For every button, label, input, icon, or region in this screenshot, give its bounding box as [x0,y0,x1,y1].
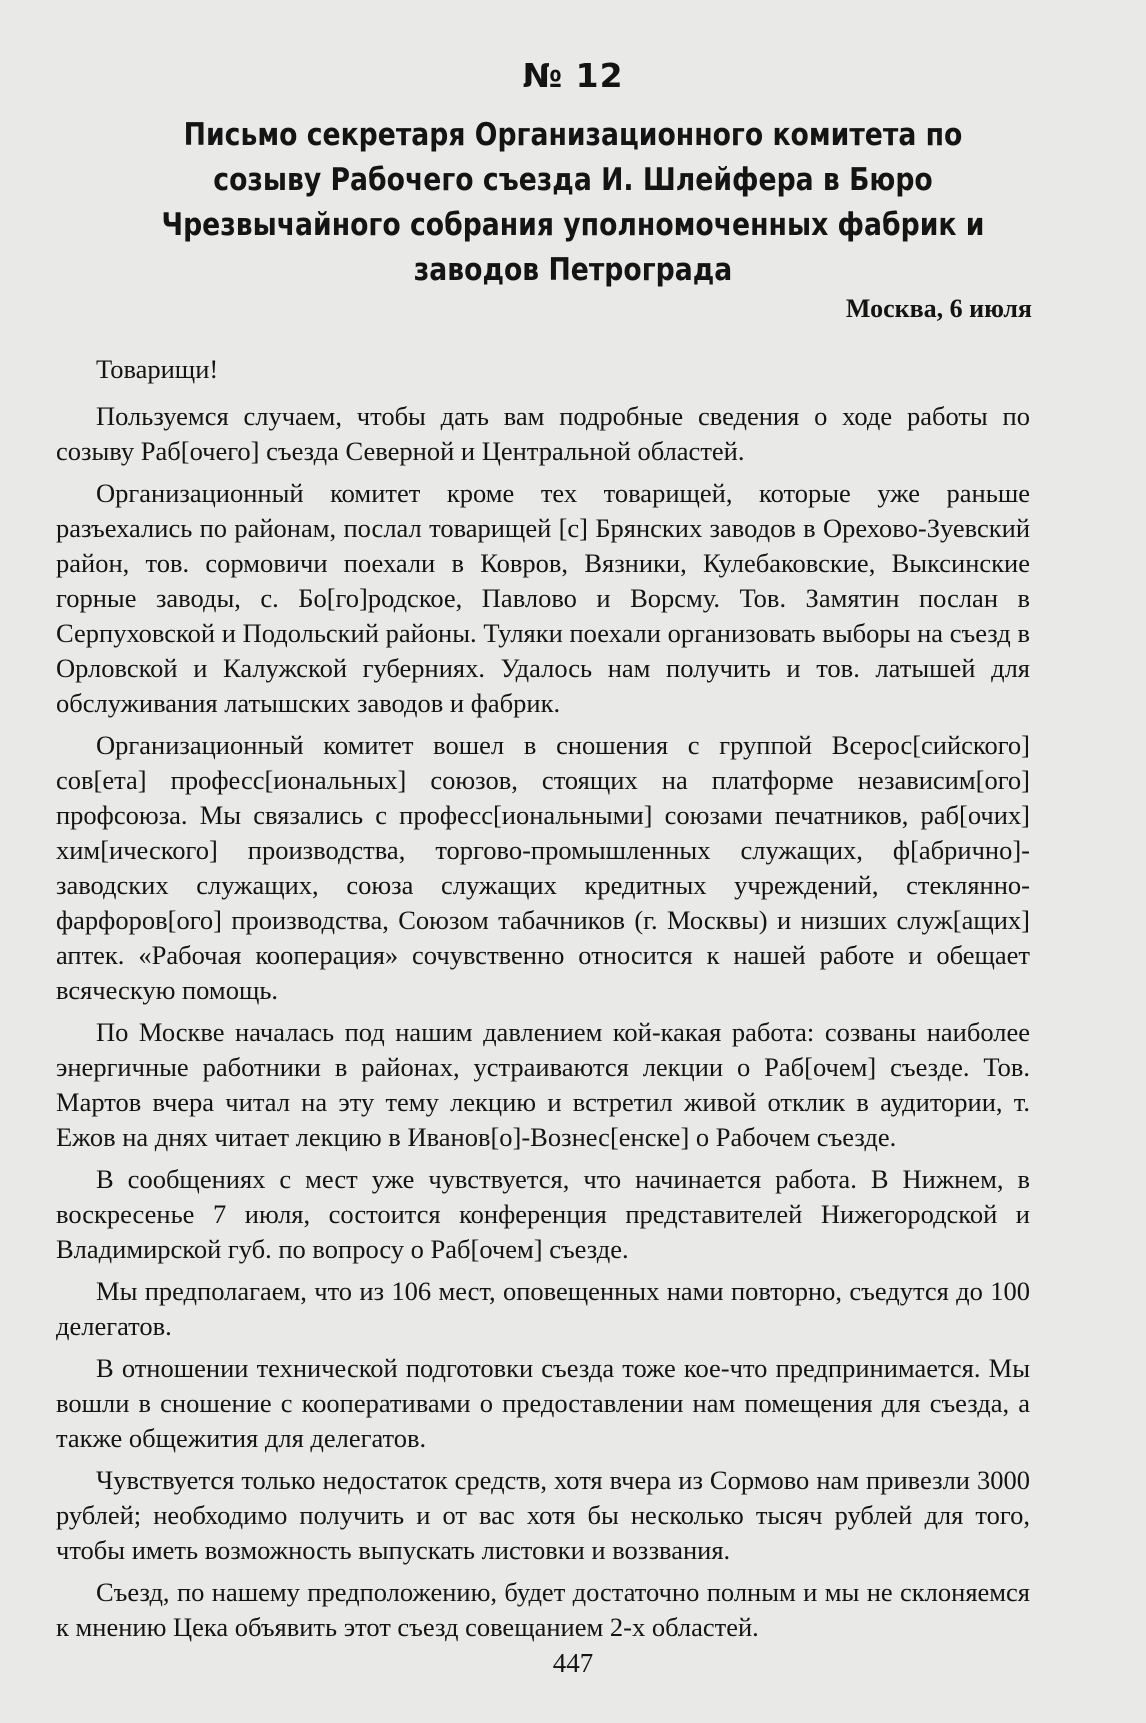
document-number: № 12 [522,56,624,95]
paragraph: Съезд, по нашему предположению, будет достаточно полным и мы не склоняемся к мнению Цека объявить этот съезд совещанием 2-х областей. [56,1577,1030,1642]
paragraph: Организационный комитет кроме тех товарищей, которые уже раньше разъехались по районам, послал товарищей [с] Брянских заводов в Орехово-Зуевский район, тов. сормовичи поехали в Ковров, Вязники, Кулебаковские, Выксинские горные заводы, с. Бо[го]родское, Павлово и Ворсму. Тов. Замятин послан в Серпуховской и Подольский районы. Туляки поехали организовать выборы на съезд в Орловской и Калужской губерниях. Удалось нам получить и тов. латышей для обслуживания латышских заводов и фабрик. [56,478,1030,718]
letter-body [56,352,1030,1652]
page-number: 447 [552,1648,594,1678]
dateline: Москва, 6 июля [845,294,1032,323]
greeting: Товарищи! [96,354,219,384]
paragraph: Организационный комитет вошел в сношения с группой Всерос[сийского] сов[ета] професс[иональных] союзов, стоящих на платформе независим[ого] профсоюза. Мы связались с професс[иональными] союзами печатников, раб[очих] хим[ического] производства, торгово-промышленных служащих, ф[абрично]-заводских служащих, союза служащих кредитных учреждений, стеклянно-фарфоров[ого] производства, Союзом табачников (г. Москвы) и низших служ[ащих] аптек. «Рабочая кооперация» сочувственно относится к нашей работе и обещает всяческую помощь. [56,730,1030,1005]
paragraph: Пользуемся случаем, чтобы дать вам подробные сведения о ходе работы по созыву Раб[очего] съезда Северной и Центральной областей. [56,401,1030,466]
paragraph: Мы предполагаем, что из 106 мест, оповещенных нами повторно, съедутся до 100 делегатов. [56,1276,1030,1341]
paragraph: Чувствуется только недостаток средств, хотя вчера из Сормово нам привезли 3000 рублей; необходимо получить и от вас хотя бы несколько тысяч рублей для того, чтобы иметь возможность выпускать листовки и воззвания. [56,1465,1030,1565]
paragraph: В отношении технической подготовки съезда тоже кое-что предпринимается. Мы вошли в сношение с кооперативами о предоставлении нам помещения для съезда, а также общежития для делегатов. [56,1353,1030,1453]
document-title: Письмо секретаря Организационного комитета по созыву Рабочего съезда И. Шлейфера в Бюро Чрезвычайного собрания уполномоченных фабрик и заводов Петрограда [161,117,985,288]
paragraph: В сообщениях с мест уже чувствуется, что начинается работа. В Нижнем, в воскресенье 7 июля, состоится конференция представителей Нижегородской и Владимирской губ. по вопросу о Раб[очем] съезде. [56,1164,1030,1264]
paragraph: По Москве началась под нашим давлением кой-какая работа: созваны наиболее энергичные работники в районах, устраиваются лекции о Раб[очем] съезде. Тов. Мартов вчера читал на эту тему лекцию и встретил живой отклик в аудитории, т. Ежов на днях читает лекцию в Иванов[о]-Вознес[енске] о Рабочем съезде. [56,1017,1030,1152]
